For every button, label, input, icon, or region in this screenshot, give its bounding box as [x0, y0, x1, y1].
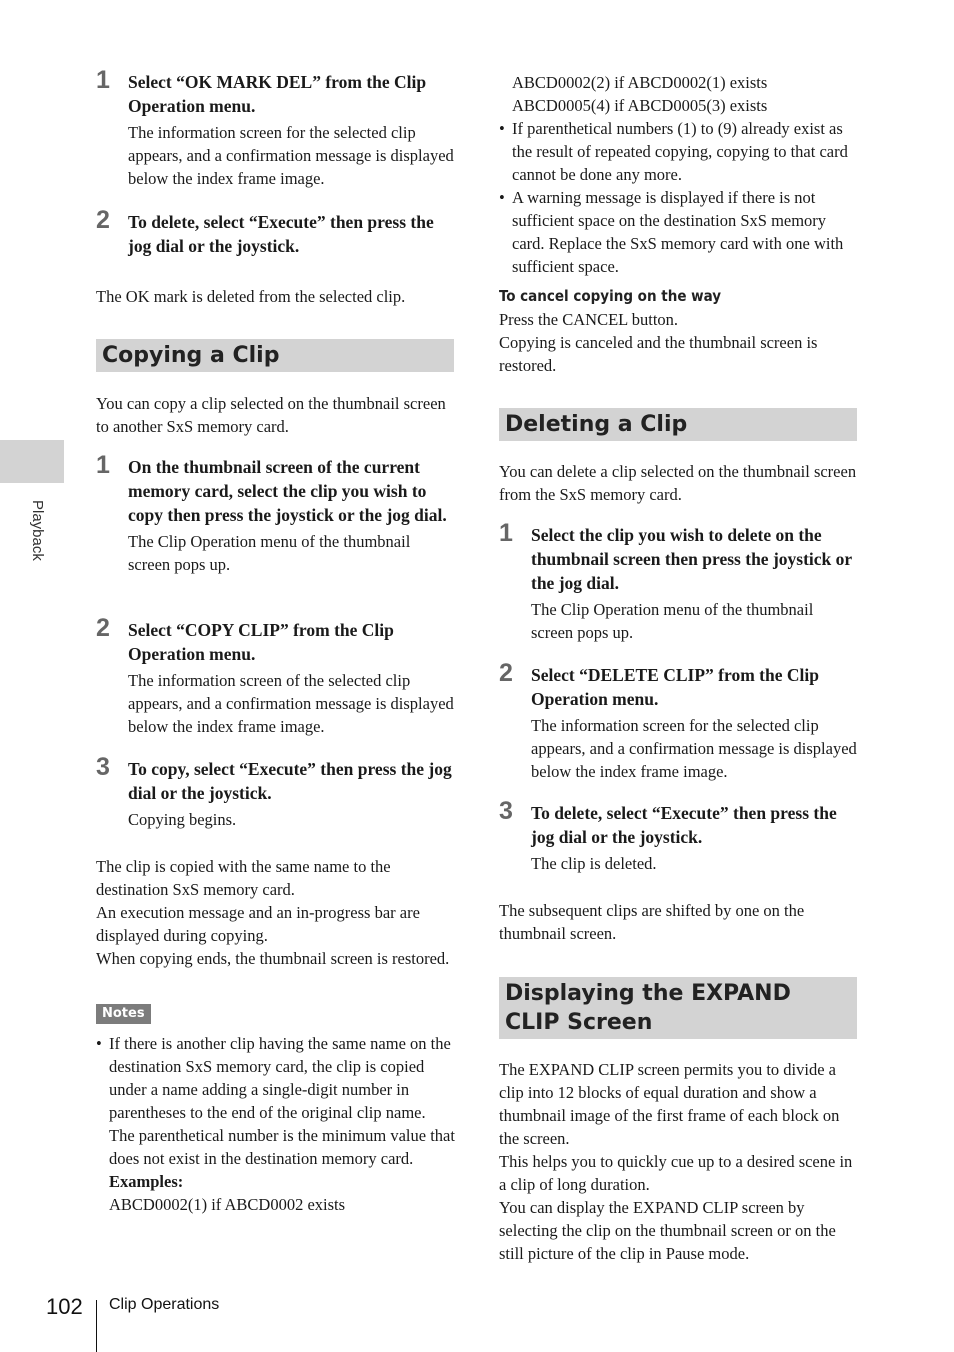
cancel-line: Copying is canceled and the thumbnail screen is restored. [499, 333, 818, 375]
copy-result-line: An execution message and an in-progress bar are displayed during copying. [96, 903, 420, 945]
step-number: 3 [96, 753, 110, 781]
expand-paragraph: You can display the EXPAND CLIP screen by selecting the clip on the thumbnail screen or on the still picture of the clip in Pause mode. [499, 1198, 836, 1263]
step-body: Copying begins. [128, 810, 237, 829]
examples-label: Examples: [109, 1172, 184, 1191]
cancel-subheading: To cancel copying on the way [499, 287, 722, 305]
footer-divider [96, 1300, 97, 1352]
step-title: Select the clip you wish to delete on the thumbnail screen then press the joystick or the jog dial. [531, 525, 852, 593]
side-tab-label: Playback [29, 500, 46, 561]
delete-intro: You can delete a clip selected on the thumbnail screen from the SxS memory card. [499, 462, 857, 504]
copy-intro: You can copy a clip selected on the thumbnail screen to another SxS memory card. [96, 394, 446, 436]
step-body: The information screen of the selected clip appears, and a confirmation message is displayed below the index frame image. [128, 671, 454, 736]
notes-list-continued [499, 117, 859, 278]
section-heading-deleting: Deleting a Clip [499, 408, 857, 441]
step-number: 2 [96, 206, 110, 234]
delete-step-2 [499, 659, 859, 783]
cancel-line: Press the CANCEL button. [499, 310, 679, 329]
example-line: ABCD0002(1) if ABCD0002 exists [109, 1195, 346, 1214]
delete-step-3 [499, 797, 859, 875]
note-text: The parenthetical number is the minimum value that does not exist in the destination memory card. [109, 1126, 455, 1168]
footer-section-label: Clip Operations [109, 1296, 220, 1313]
note-text: If there is another clip having the same name on the destination SxS memory card, the clip is copied under a name adding a single-digit number in parentheses to the end of the original clip name. [109, 1034, 451, 1122]
step-body: The Clip Operation menu of the thumbnail screen pops up. [531, 600, 814, 642]
step-body: The clip is deleted. [531, 854, 657, 873]
expand-paragraph: The EXPAND CLIP screen permits you to divide a clip into 12 blocks of equal duration and show a thumbnail image of the first frame of each block on the screen. [499, 1060, 840, 1148]
example-line: ABCD0002(2) if ABCD0002(1) exists [512, 73, 768, 92]
step-title: To delete, select “Execute” then press the jog dial or the joystick. [531, 803, 837, 847]
ok-mark-step-1 [96, 66, 456, 190]
step-number: 2 [499, 659, 513, 687]
ok-mark-step-2 [96, 206, 456, 258]
step-number: 1 [499, 519, 513, 547]
copy-result-line: When copying ends, the thumbnail screen is restored. [96, 949, 450, 968]
step-title: Select “COPY CLIP” from the Clip Operation menu. [128, 620, 394, 664]
expand-text [499, 1058, 859, 1265]
step-title: Select “OK MARK DEL” from the Clip Operation menu. [128, 72, 427, 116]
step-title: On the thumbnail screen of the current memory card, select the clip you wish to copy then press the joystick or the jog dial. [128, 457, 447, 525]
side-tab [0, 440, 64, 483]
step-number: 2 [96, 614, 110, 642]
step-title: To delete, select “Execute” then press the jog dial or the joystick. [128, 212, 434, 256]
delete-step-1 [499, 519, 859, 644]
examples-continued [512, 71, 859, 117]
expand-paragraph: This helps you to quickly cue up to a desired scene in a clip of long duration. [499, 1152, 853, 1194]
section-heading-expand-clip: Displaying the EXPAND CLIP Screen [499, 977, 857, 1039]
page-number: 102 [46, 1294, 83, 1319]
step-number: 1 [96, 66, 110, 94]
note-item: • A warning message is displayed if there is not sufficient space on the destination SxS memory card. Replace the SxS memory card with one with sufficient space. [499, 186, 859, 278]
example-line: ABCD0005(4) if ABCD0005(3) exists [512, 96, 768, 115]
step-body: The Clip Operation menu of the thumbnail screen pops up. [128, 532, 411, 574]
copy-step-3 [96, 753, 456, 831]
copy-result-line: The clip is copied with the same name to the destination SxS memory card. [96, 857, 391, 899]
step-title: Select “DELETE CLIP” from the Clip Operation menu. [531, 665, 819, 709]
delete-result: The subsequent clips are shifted by one on the thumbnail screen. [499, 901, 805, 943]
cancel-text [499, 308, 859, 377]
step-number: 1 [96, 451, 110, 479]
copy-result [96, 855, 456, 970]
ok-mark-result: The OK mark is deleted from the selected clip. [96, 287, 406, 306]
copy-step-1 [96, 451, 456, 576]
notes-badge: Notes [96, 1004, 151, 1024]
step-number: 3 [499, 797, 513, 825]
step-title: To copy, select “Execute” then press the jog dial or the joystick. [128, 759, 452, 803]
note-item [96, 1032, 456, 1216]
step-body: The information screen for the selected clip appears, and a confirmation message is displayed below the index frame image. [531, 716, 857, 781]
copy-step-2 [96, 614, 456, 738]
note-item: • If parenthetical numbers (1) to (9) already exist as the result of repeated copying, copying to that card cannot be done any more. [499, 117, 859, 186]
section-heading-copying: Copying a Clip [96, 339, 454, 372]
notes-list [96, 1032, 456, 1216]
step-body: The information screen for the selected clip appears, and a confirmation message is displayed below the index frame image. [128, 123, 454, 188]
